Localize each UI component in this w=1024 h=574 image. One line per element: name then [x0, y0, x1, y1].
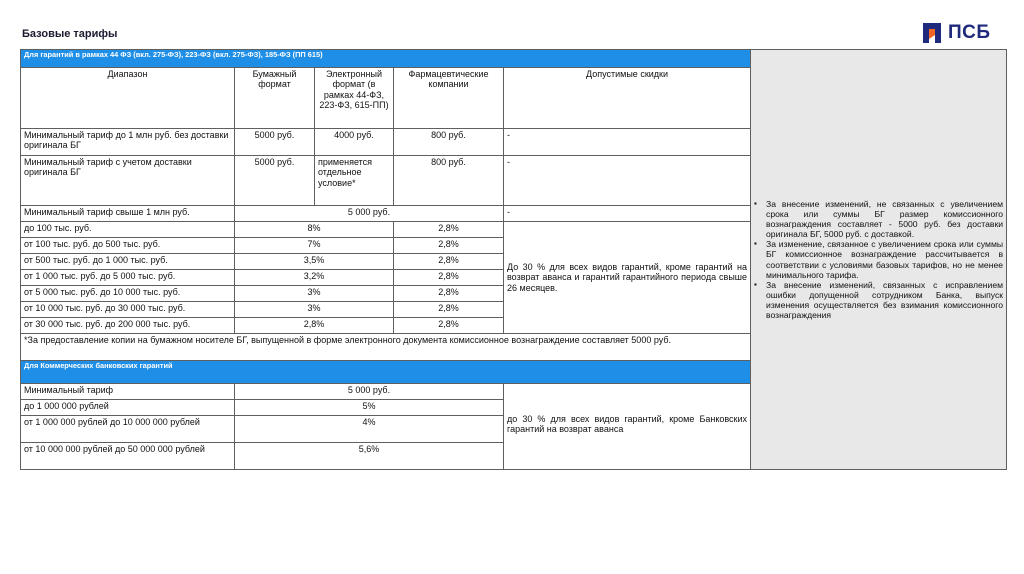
row-rate: 3,2% [235, 270, 394, 286]
row-rate: 8% [235, 222, 394, 238]
side-note-item: ▪ За внесение изменений, не связанных с увеличением срока или суммы БГ размер комиссионного вознаграждения составляет - 5000 руб. без доставки оригинала БГ, 5000 руб. с доставкой. [764, 199, 1003, 239]
header-discounts: Допустимые скидки [504, 68, 751, 129]
row-range: от 1 000 000 рублей до 10 000 000 рублей [21, 416, 235, 443]
side-note-item: ▪ За внесение изменений, связанных с исправлением ошибки допущенной сотрудником Банка, выпуск изменения осуществляется без взимания комиссионного вознаграждения [764, 280, 1003, 320]
rate-discount: До 30 % для всех видов гарантий, кроме гарантий на возврат аванса и гарантий гарантийного периода свыше 26 месяцев. [504, 222, 751, 334]
row-range: Минимальный тариф свыше 1 млн руб. [21, 206, 235, 222]
row-range: до 100 тыс. руб. [21, 222, 235, 238]
row-paper: 5000 руб. [235, 156, 315, 206]
header-paper: Бумажный формат [235, 68, 315, 129]
row-rate: 3% [235, 302, 394, 318]
tariffs-table [20, 49, 1007, 470]
side-note-item: ▪ За изменение, связанное с увеличением срока или суммы БГ комиссионное вознаграждение рассчитывается в соответствии с условиями базовых тарифов, но не менее минимального тарифа. [764, 239, 1003, 279]
row-pharma: 2,8% [394, 318, 504, 334]
row-discount: - [504, 156, 751, 206]
row-pharma: 2,8% [394, 270, 504, 286]
row-value: 5,6% [235, 443, 504, 470]
row-pharma: 800 руб. [394, 129, 504, 156]
row-value: 5 000 руб. [235, 384, 504, 400]
row-rate: 3,5% [235, 254, 394, 270]
row-range: от 10 000 000 рублей до 50 000 000 рублей [21, 443, 235, 470]
row-discount: - [504, 129, 751, 156]
header-pharma: Фармацевтические компании [394, 68, 504, 129]
row-pharma: 2,8% [394, 254, 504, 270]
row-range: от 100 тыс. руб. до 500 тыс. руб. [21, 238, 235, 254]
psb-logo-icon [921, 21, 943, 45]
section2-title: Для Коммерческих банковских гарантий [21, 361, 751, 384]
row-discount: - [504, 206, 751, 222]
row-value: 5% [235, 400, 504, 416]
psb-logo [921, 20, 991, 46]
row-range: до 1 000 000 рублей [21, 400, 235, 416]
row-value: 4% [235, 416, 504, 443]
section1-title: Для гарантий в рамках 44 ФЗ (вкл. 275-ФЗ), 223-ФЗ (вкл. 275-ФЗ), 185-ФЗ (ПП 615) [21, 50, 751, 68]
section1-title-row [21, 50, 1007, 68]
logo-text: ПСБ [948, 22, 991, 43]
header-range: Диапазон [21, 68, 235, 129]
row-pharma: 2,8% [394, 238, 504, 254]
row-pharma: 2,8% [394, 302, 504, 318]
footnote: *За предоставление копии на бумажном носителе БГ, выпущенной в форме электронного документа комиссионное вознаграждение составляет 5000 руб. [21, 334, 751, 361]
side-notes [751, 50, 1007, 470]
row-rate: 3% [235, 286, 394, 302]
row-rate: 7% [235, 238, 394, 254]
row-range: от 10 000 тыс. руб. до 30 000 тыс. руб. [21, 302, 235, 318]
section2-discount: до 30 % для всех видов гарантий, кроме Банковских гарантий на возврат аванса [504, 384, 751, 470]
row-rate: 2,8% [235, 318, 394, 334]
row-electronic: 4000 руб. [315, 129, 394, 156]
row-paper: 5000 руб. [235, 129, 315, 156]
row-electronic: применяется отдельное условие* [315, 156, 394, 206]
page-title: Базовые тарифы [22, 28, 118, 40]
row-range: от 5 000 тыс. руб. до 10 000 тыс. руб. [21, 286, 235, 302]
row-value: 5 000 руб. [235, 206, 504, 222]
header-electronic: Электронный формат (в рамках 44-ФЗ, 223-ФЗ, 615-ПП) [315, 68, 394, 129]
row-range: Минимальный тариф до 1 млн руб. без доставки оригинала БГ [21, 129, 235, 156]
row-range: от 500 тыс. руб. до 1 000 тыс. руб. [21, 254, 235, 270]
row-pharma: 800 руб. [394, 156, 504, 206]
row-range: от 1 000 тыс. руб. до 5 000 тыс. руб. [21, 270, 235, 286]
row-range: Минимальный тариф [21, 384, 235, 400]
row-range: Минимальный тариф с учетом доставки оригинала БГ [21, 156, 235, 206]
row-pharma: 2,8% [394, 286, 504, 302]
row-range: от 30 000 тыс. руб. до 200 000 тыс. руб. [21, 318, 235, 334]
row-pharma: 2,8% [394, 222, 504, 238]
